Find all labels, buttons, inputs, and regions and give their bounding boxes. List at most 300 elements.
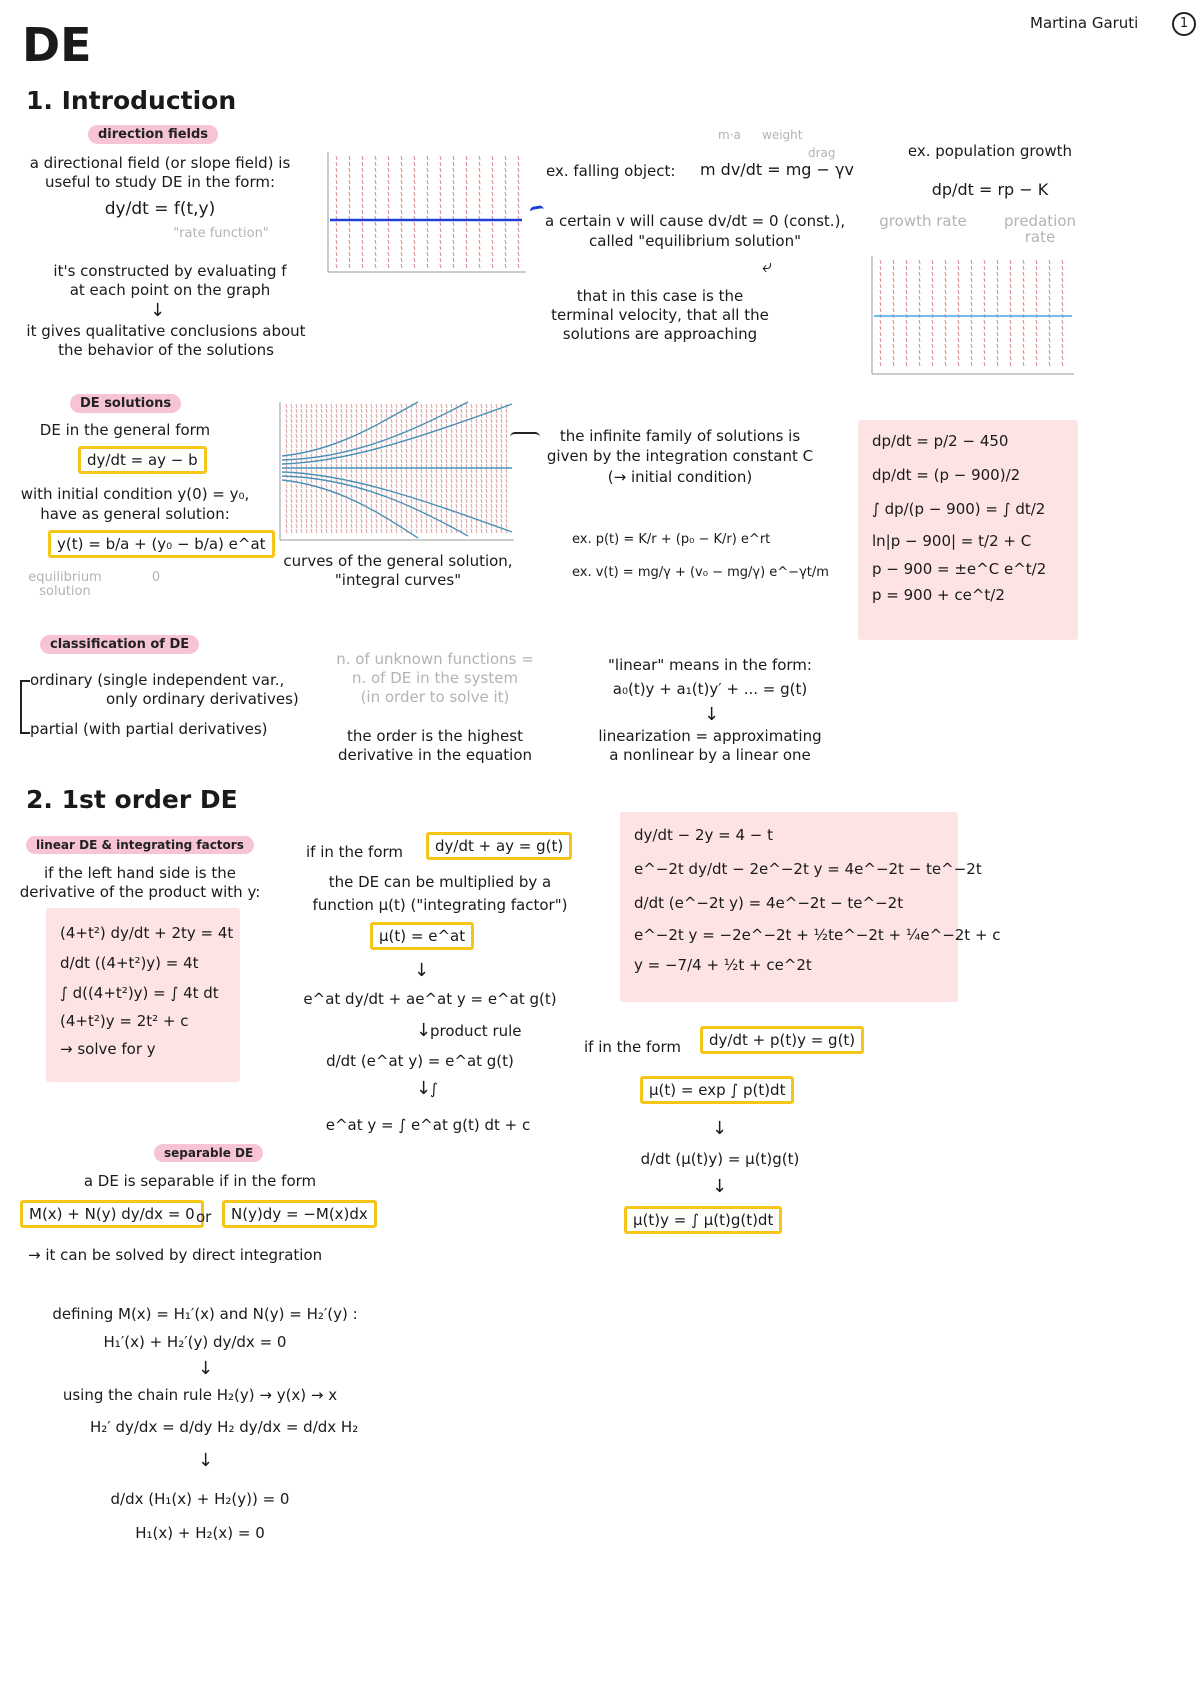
slope-mark [301, 489, 302, 493]
slope-mark [326, 434, 327, 438]
slope-mark [286, 429, 287, 433]
slope-mark [491, 454, 492, 458]
slope-mark [336, 469, 337, 473]
slope-mark [1036, 326, 1037, 330]
slope-mark [346, 469, 347, 473]
slope-mark [421, 504, 422, 508]
slope-mark [453, 222, 454, 226]
slope-mark [331, 409, 332, 413]
slope-mark [476, 459, 477, 463]
slope-mark [427, 258, 428, 262]
slope-mark [341, 424, 342, 428]
slope-mark [349, 192, 350, 196]
product-rule-label: product rule [430, 1022, 522, 1040]
slope-mark [451, 494, 452, 498]
slope-mark [971, 350, 972, 354]
slope-mark [496, 514, 497, 518]
slope-mark [396, 424, 397, 428]
slope-mark [414, 180, 415, 184]
slope-mark [1036, 338, 1037, 342]
slope-mark [466, 258, 467, 262]
slope-mark [286, 519, 287, 523]
slope-mark [501, 474, 502, 478]
slope-mark [466, 459, 467, 463]
slope-mark [505, 168, 506, 172]
slope-mark [506, 489, 507, 493]
slope-mark [501, 519, 502, 523]
slope-mark [466, 479, 467, 483]
slope-mark [1010, 350, 1011, 354]
slope-mark [431, 479, 432, 483]
slope-mark [351, 489, 352, 493]
slope-mark [296, 519, 297, 523]
slope-mark [391, 429, 392, 433]
slope-mark [481, 444, 482, 448]
slope-mark [411, 489, 412, 493]
slope-mark [311, 434, 312, 438]
slope-mark [411, 479, 412, 483]
slope-mark [371, 434, 372, 438]
slope-mark [406, 449, 407, 453]
slope-mark [336, 459, 337, 463]
slope-mark [932, 260, 933, 264]
slope-mark [291, 524, 292, 528]
slope-mark [336, 240, 337, 244]
slope-mark [486, 489, 487, 493]
slope-mark [1023, 302, 1024, 306]
slope-mark [427, 156, 428, 160]
slope-mark [466, 156, 467, 160]
slope-mark [411, 474, 412, 478]
slope-mark [416, 524, 417, 528]
slope-mark [426, 414, 427, 418]
slope-mark [518, 186, 519, 190]
slope-mark [427, 210, 428, 214]
slope-mark [984, 344, 985, 348]
slope-mark [396, 514, 397, 518]
slope-mark [416, 469, 417, 473]
slope-mark [479, 174, 480, 178]
worked-example-population [858, 420, 1078, 640]
slope-mark [466, 409, 467, 413]
slope-mark [286, 494, 287, 498]
slope-mark [391, 474, 392, 478]
slope-mark [391, 504, 392, 508]
slope-mark [316, 529, 317, 533]
slope-mark [421, 419, 422, 423]
slope-mark [311, 479, 312, 483]
slope-mark [366, 469, 367, 473]
slope-mark [505, 240, 506, 244]
slope-mark [441, 429, 442, 433]
slope-mark [321, 529, 322, 533]
slope-mark [416, 414, 417, 418]
general-solution-box: y(t) = b/a + (y₀ − b/a) e^at [48, 530, 275, 558]
slope-mark [414, 252, 415, 256]
slope-mark [311, 414, 312, 418]
slope-mark [1049, 362, 1050, 366]
slope-mark [1062, 308, 1063, 312]
slope-mark [391, 479, 392, 483]
slope-mark [1036, 284, 1037, 288]
slope-mark [346, 474, 347, 478]
slope-mark [311, 489, 312, 493]
slope-mark [471, 489, 472, 493]
slope-mark [286, 414, 287, 418]
chain-rule-line: using the chain rule H₂(y) → y(x) → x [62, 1386, 338, 1404]
slope-mark [366, 424, 367, 428]
slope-mark [440, 240, 441, 244]
slope-mark [406, 434, 407, 438]
slope-mark [481, 459, 482, 463]
down-arrow-icon: ↓ [704, 704, 720, 725]
slope-mark [486, 484, 487, 488]
slope-mark [426, 489, 427, 493]
slope-mark [427, 228, 428, 232]
slope-mark [932, 326, 933, 330]
slope-mark [446, 494, 447, 498]
slope-mark [414, 192, 415, 196]
slope-mark [436, 499, 437, 503]
slope-mark [456, 504, 457, 508]
slope-mark [351, 474, 352, 478]
slope-mark [461, 479, 462, 483]
slope-mark [919, 344, 920, 348]
slope-mark [401, 246, 402, 250]
slope-mark [501, 424, 502, 428]
slope-mark [386, 414, 387, 418]
slope-field-plot-population [860, 252, 1080, 380]
slope-mark [479, 168, 480, 172]
slope-mark [371, 454, 372, 458]
slope-mark [501, 514, 502, 518]
slope-mark [366, 419, 367, 423]
slope-mark [486, 524, 487, 528]
slope-mark [506, 434, 507, 438]
slope-mark [481, 499, 482, 503]
slope-mark [361, 469, 362, 473]
slope-mark [486, 439, 487, 443]
slope-mark [456, 524, 457, 528]
slope-mark [306, 499, 307, 503]
family-line3: (→ initial condition) [607, 468, 753, 486]
slope-mark [362, 162, 363, 166]
slope-mark [880, 338, 881, 342]
slope-mark [371, 524, 372, 528]
slope-mark [396, 449, 397, 453]
slope-mark [341, 414, 342, 418]
slope-mark [326, 519, 327, 523]
slope-mark [416, 404, 417, 408]
slope-mark [461, 454, 462, 458]
pill-classification: classification of DE [40, 635, 199, 654]
slope-mark [341, 529, 342, 533]
slope-mark [341, 524, 342, 528]
slope-mark [506, 439, 507, 443]
slope-mark [997, 326, 998, 330]
slope-mark [316, 509, 317, 513]
slope-mark [481, 484, 482, 488]
slope-mark [456, 469, 457, 473]
slope-mark [436, 484, 437, 488]
slope-mark [386, 519, 387, 523]
slope-mark [336, 519, 337, 523]
slope-mark [406, 474, 407, 478]
slope-mark [351, 494, 352, 498]
slope-mark [919, 296, 920, 300]
slope-mark [451, 419, 452, 423]
slope-mark [306, 429, 307, 433]
slope-mark [391, 509, 392, 513]
slope-mark [479, 180, 480, 184]
slope-mark [351, 409, 352, 413]
slope-mark [486, 414, 487, 418]
slope-mark [479, 258, 480, 262]
slope-mark [496, 419, 497, 423]
slope-mark [501, 504, 502, 508]
slope-mark [406, 454, 407, 458]
slope-mark [491, 424, 492, 428]
slope-mark [351, 504, 352, 508]
slope-mark [336, 404, 337, 408]
slope-mark [336, 424, 337, 428]
slope-mark [466, 186, 467, 190]
pop-step: ∫ dp/(p − 900) = ∫ dt/2 [872, 500, 1046, 518]
slope-mark [396, 479, 397, 483]
slope-mark [396, 509, 397, 513]
slope-mark [331, 484, 332, 488]
slope-mark [893, 290, 894, 294]
slope-mark [446, 519, 447, 523]
slope-mark [426, 434, 427, 438]
slope-field-marks [336, 156, 519, 268]
slope-mark [376, 454, 377, 458]
pop-step: p = 900 + ce^t/2 [872, 586, 1005, 604]
h-derivative-equation: H₁′(x) + H₂′(y) dy/dx = 0 [103, 1333, 287, 1351]
initial-condition-line2: have as general solution: [40, 505, 230, 523]
slope-mark [492, 204, 493, 208]
slope-mark [291, 529, 292, 533]
slope-mark [421, 414, 422, 418]
slope-mark [421, 469, 422, 473]
slope-mark [1023, 308, 1024, 312]
slope-mark [356, 424, 357, 428]
slope-mark [958, 362, 959, 366]
slope-mark [427, 234, 428, 238]
slope-mark [466, 240, 467, 244]
curves-caption-line1: curves of the general solution, [283, 552, 513, 570]
slope-mark [476, 529, 477, 533]
slope-mark [401, 228, 402, 232]
slope-mark [311, 519, 312, 523]
slope-mark [453, 264, 454, 268]
slope-mark [436, 459, 437, 463]
slope-mark [349, 240, 350, 244]
slope-mark [321, 524, 322, 528]
slope-mark [492, 186, 493, 190]
slope-mark [414, 264, 415, 268]
slope-mark [381, 459, 382, 463]
slope-mark [997, 320, 998, 324]
slope-mark [518, 246, 519, 250]
slope-mark [421, 459, 422, 463]
slope-mark [331, 524, 332, 528]
slope-mark [518, 204, 519, 208]
slope-mark [416, 504, 417, 508]
slope-mark [301, 519, 302, 523]
slope-mark [501, 434, 502, 438]
slope-mark [301, 439, 302, 443]
slope-mark [414, 258, 415, 262]
slope-mark [396, 404, 397, 408]
slope-mark [426, 439, 427, 443]
slope-mark [919, 290, 920, 294]
slope-mark [321, 434, 322, 438]
slope-mark [461, 424, 462, 428]
slope-mark [411, 484, 412, 488]
slope-mark [391, 494, 392, 498]
slope-mark [440, 174, 441, 178]
linearization-line2: a nonlinear by a linear one [609, 746, 811, 764]
slope-mark [306, 519, 307, 523]
general-product-equation: d/dt (μ(t)y) = μ(t)g(t) [640, 1150, 800, 1168]
slope-mark [427, 240, 428, 244]
slope-mark [893, 356, 894, 360]
separable-form-box2: N(y)dy = −M(x)dx [222, 1200, 377, 1228]
slope-mark [366, 509, 367, 513]
slope-mark [306, 504, 307, 508]
slope-mark [997, 302, 998, 306]
slope-mark [381, 484, 382, 488]
slope-mark [496, 484, 497, 488]
slope-mark [427, 252, 428, 256]
slope-mark [496, 509, 497, 513]
slope-mark [341, 474, 342, 478]
slope-mark [316, 504, 317, 508]
slope-mark [376, 529, 377, 533]
slope-mark [453, 198, 454, 202]
slope-mark [505, 162, 506, 166]
slope-mark [362, 252, 363, 256]
slope-mark [326, 424, 327, 428]
slope-mark [388, 192, 389, 196]
slope-mark [396, 504, 397, 508]
slope-mark [414, 222, 415, 226]
slope-mark [361, 439, 362, 443]
slope-mark [366, 459, 367, 463]
page-title: DE [22, 18, 92, 72]
slope-mark [431, 499, 432, 503]
slope-mark [505, 174, 506, 178]
slope-mark [506, 494, 507, 498]
direction-desc-line2: useful to study DE in the form: [44, 173, 276, 191]
slope-mark [414, 198, 415, 202]
slope-mark [411, 499, 412, 503]
slope-mark [945, 278, 946, 282]
slope-mark [491, 459, 492, 463]
slope-mark [1010, 320, 1011, 324]
slope-mark [441, 524, 442, 528]
slope-mark [471, 444, 472, 448]
slope-mark [1062, 284, 1063, 288]
slope-mark [401, 258, 402, 262]
slope-mark [431, 524, 432, 528]
slope-mark [427, 168, 428, 172]
slope-mark [1036, 266, 1037, 270]
slope-mark [505, 252, 506, 256]
slope-mark [381, 434, 382, 438]
slope-mark [406, 489, 407, 493]
slope-mark [375, 222, 376, 226]
slope-mark [919, 338, 920, 342]
slope-mark [441, 529, 442, 533]
slope-mark [1010, 362, 1011, 366]
separable-desc: a DE is separable if in the form [83, 1172, 317, 1190]
slope-mark [451, 489, 452, 493]
slope-mark [496, 404, 497, 408]
slope-mark [401, 198, 402, 202]
slope-mark [451, 404, 452, 408]
slope-mark [426, 449, 427, 453]
slope-mark [301, 409, 302, 413]
slope-mark [451, 444, 452, 448]
slope-mark [945, 362, 946, 366]
slope-mark [296, 489, 297, 493]
slope-mark [349, 198, 350, 202]
slope-mark [479, 228, 480, 232]
slope-mark [479, 162, 480, 166]
slope-mark [958, 302, 959, 306]
slope-mark [316, 429, 317, 433]
multiplied-equation: e^at dy/dt + ae^at y = e^at g(t) [303, 990, 557, 1008]
slope-mark [446, 499, 447, 503]
slope-mark [316, 499, 317, 503]
slope-mark [316, 514, 317, 518]
slope-mark [446, 479, 447, 483]
slope-mark [356, 489, 357, 493]
slope-mark [1062, 344, 1063, 348]
slope-mark [997, 260, 998, 264]
slope-mark [414, 162, 415, 166]
slope-mark [296, 449, 297, 453]
slope-mark [446, 404, 447, 408]
slope-mark [492, 210, 493, 214]
slope-mark [451, 479, 452, 483]
slope-mark [481, 479, 482, 483]
slope-mark [491, 514, 492, 518]
slope-mark [456, 444, 457, 448]
slope-mark [376, 469, 377, 473]
slope-mark [436, 419, 437, 423]
slope-mark [411, 529, 412, 533]
slope-mark [321, 429, 322, 433]
slope-mark [336, 499, 337, 503]
slope-mark [388, 246, 389, 250]
slope-mark [411, 424, 412, 428]
slope-mark [893, 308, 894, 312]
slope-mark [336, 494, 337, 498]
slope-mark [375, 180, 376, 184]
slope-mark [356, 419, 357, 423]
slope-mark [375, 258, 376, 262]
slope-mark [401, 424, 402, 428]
slope-mark [919, 284, 920, 288]
slope-mark [481, 509, 482, 513]
slope-mark [386, 459, 387, 463]
slope-mark [351, 414, 352, 418]
slope-mark [391, 404, 392, 408]
slope-mark [441, 499, 442, 503]
